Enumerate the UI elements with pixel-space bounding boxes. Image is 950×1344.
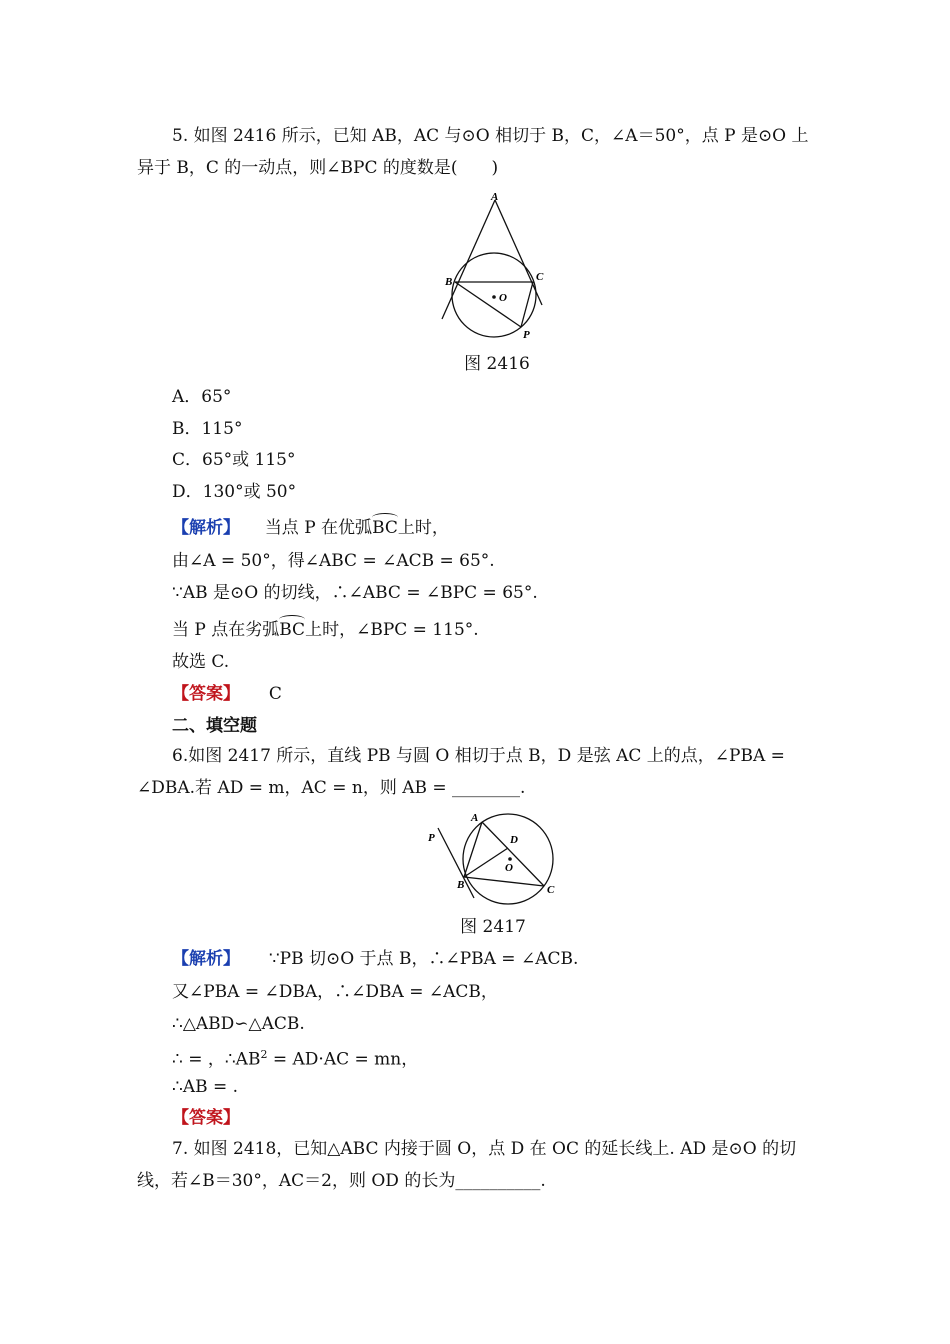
fig2416-circle xyxy=(452,253,536,337)
fig2416-label-a: A xyxy=(491,191,499,203)
section-heading-fill-blank: 二、填空题 xyxy=(172,716,257,736)
q6-analysis-line4 xyxy=(172,1043,418,1072)
fig2416-center-dot xyxy=(492,295,496,299)
q5-major-arc-bc: BC xyxy=(372,518,398,538)
q6-analysis-line2: 又∠PBA = ∠DBA，∴∠DBA = ∠ACB， xyxy=(172,982,498,1002)
fig2416-label-p: P xyxy=(523,329,530,341)
q6-analysis-line1 xyxy=(172,947,578,971)
q6-analysis-line5: ∴AB = . xyxy=(172,1077,239,1097)
q6-stem-line1: 6.如图 2417 所示，直线 PB 与圆 O 相切于点 B，D 是弦 AC 上的点，∠PBA = xyxy=(172,746,785,766)
q5-option-c: C．65°或 115° xyxy=(172,450,296,470)
fig2417-center-dot xyxy=(508,857,512,861)
fig2416-label-b: B xyxy=(445,276,453,288)
q5-analysis-text4a: 当 P 点在劣弧 xyxy=(172,620,280,640)
q5-stem-line2: 异于 B，C 的一动点，则∠BPC 的度数是( ) xyxy=(137,158,499,178)
figure-2416 xyxy=(428,188,568,348)
q6-analysis-text1: ∵PB 切⊙O 于点 B，∴∠PBA = ∠ACB. xyxy=(268,949,579,969)
q7-stem-line2: 线，若∠B＝30°，AC＝2，则 OD 的长为__________. xyxy=(137,1171,546,1191)
fig2416-tangent-ac xyxy=(495,200,542,305)
q6-analysis-tag: 【解析】 xyxy=(172,949,240,969)
fig2417-label-c: C xyxy=(547,884,555,896)
q5-option-a: A．65° xyxy=(172,387,232,407)
q6-analysis-exponent: 2 xyxy=(260,1048,268,1061)
q5-analysis-line1 xyxy=(172,516,449,540)
fig2417-label-d: D xyxy=(510,834,518,846)
fig2416-chord-bp xyxy=(455,282,521,327)
fig2417-label-p: P xyxy=(428,832,435,844)
q5-analysis-text1a: 当点 P 在优弧 xyxy=(264,518,373,538)
q5-minor-arc-bc: BC xyxy=(279,620,306,640)
q5-analysis-tag: 【解析】 xyxy=(172,518,240,538)
q5-answer-value: C xyxy=(268,684,282,704)
fig2417-circle xyxy=(463,814,553,904)
q5-option-d: D．130°或 50° xyxy=(172,482,297,502)
q5-analysis-line5: 故选 C. xyxy=(172,652,230,672)
q6-analysis-line3: ∴△ABD∽△ACB. xyxy=(172,1014,305,1034)
q5-analysis-text4b: 上时，∠BPC = 115°. xyxy=(305,620,479,640)
fig2417-label-o: O xyxy=(505,862,513,874)
q6-analysis-text4b: = AD·AC = mn， xyxy=(267,1049,419,1070)
q5-analysis-line2: 由∠A = 50°，得∠ABC = ∠ACB = 65°. xyxy=(172,551,495,571)
q6-stem-line2: ∠DBA.若 AD = m，AC = n，则 AB = ________. xyxy=(137,778,526,798)
q7-stem-line1: 7. 如图 2418，已知△ABC 内接于圆 O，点 D 在 OC 的延长线上. AD 是⊙O 的切 xyxy=(172,1139,797,1159)
fig2417-segment-bd xyxy=(464,848,508,877)
q5-answer-tag: 【答案】 xyxy=(172,684,240,704)
q6-analysis-text4a: ∴ = ，∴AB xyxy=(172,1049,261,1070)
fig2416-label-c: C xyxy=(536,271,544,283)
fig2416-tangent-ab xyxy=(442,200,495,319)
fig2417-chord-ac xyxy=(482,822,544,886)
figure-2417 xyxy=(420,806,570,906)
q5-analysis-line3: ∵AB 是⊙O 的切线，∴∠ABC = ∠BPC = 65°. xyxy=(172,583,538,603)
q5-stem-line1: 5. 如图 2416 所示，已知 AB，AC 与⊙O 相切于 B，C，∠A＝50°，点 P 是⊙O 上 xyxy=(172,126,809,146)
q6-answer-line xyxy=(172,1106,240,1130)
fig2417-label-a: A xyxy=(471,812,479,824)
q5-figure-caption: 图 2416 xyxy=(464,354,530,374)
q6-figure-caption: 图 2417 xyxy=(460,917,526,937)
q6-answer-tag: 【答案】 xyxy=(172,1108,240,1128)
fig2416-label-o: O xyxy=(499,292,507,304)
q5-analysis-line4 xyxy=(172,618,479,642)
fig2417-chord-bc xyxy=(464,877,544,886)
q5-analysis-text1b: 上时， xyxy=(397,518,449,538)
q5-option-b: B．115° xyxy=(172,419,243,439)
fig2417-label-b: B xyxy=(457,879,465,891)
q5-answer-line xyxy=(172,682,282,706)
